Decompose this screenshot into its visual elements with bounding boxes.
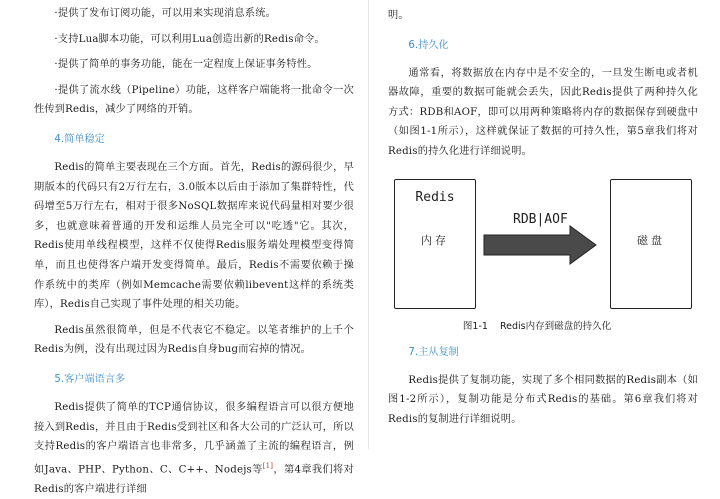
feature-item: ·提供了流水线（Pipeline）功能，这样客户端能将一批命令一次性传到Redis，减少了网络的开销。: [34, 84, 354, 116]
redis-label: Redis: [415, 189, 455, 205]
figure-persistence: [388, 179, 698, 317]
right-column: [388, 0, 698, 429]
section-heading: 7.主从复制: [408, 346, 459, 358]
paragraph: Redis虽然很简单，但是不代表它不稳定。以笔者维护的上千个Redis为例，没有出现过因为Redis自身bug而宕掉的情况。: [34, 324, 354, 356]
section-heading: 6.持久化: [408, 39, 449, 51]
caption-text: Redis内存到磁盘的持久化: [499, 320, 612, 332]
paragraph-text: Redis提供了简单的TCP通信协议，很多编程语言可以很方便地接入到Redis，并且由于Redis受到社区和各大公司的广泛认可，所以支持Redis的客户端语言也非常多，几乎涵盖了主流的编程语言，例如Java、PHP、Python、C、C++、Nodejs等: [34, 401, 354, 476]
figure-caption: [388, 319, 698, 335]
paragraph-tail: ，第4章我们将对Redis的客户端进行详细: [34, 464, 354, 495]
paragraph-continuation: 明。: [388, 10, 409, 21]
column-divider: [368, 0, 369, 449]
paragraph: Redis的简单主要表现在三个方面。首先，Redis的源码很少，早期版本的代码只有2万行左右，3.0版本以后由于添加了集群特性，代码增至5万行左右，相对于很多NoSQL数据库来说代码量相对要少很多，也就意味着普通的开发和运维人员完全可以"吃透"它。其次，Redis使用单线程模型，这样不仅使得Redis服务端处理模型变得简单，而且也使得客户端开发变得简单。最后，Redis不需要依赖于操作系统中的类库（例如Memcache需要依赖libevent这样的系统类库），Redis自己实现了事件处理的相关功能。: [34, 161, 354, 311]
paragraph: 通常看，将数据放在内存中是不安全的，一旦发生断电或者机器故障，重要的数据可能就会丢失，因此Redis提供了两种持久化方式：RDB和AOF，即可以用两种策略将内存的数据保存到硬盘中（如图1-1所示），这样就保证了数据的可持久性，第5章我们将对Redis的持久化进行详细说明。: [388, 67, 698, 157]
footnote-ref[interactable]: [1]: [262, 461, 274, 470]
arrow-label: RDB|AOF: [513, 211, 568, 227]
feature-item: ·支持Lua脚本功能，可以利用Lua创造出新的Redis命令。: [54, 33, 325, 45]
left-column: [34, 0, 354, 499]
paragraph: [34, 398, 354, 499]
caption-number: 图1-1: [462, 320, 488, 332]
disk-box: [610, 179, 692, 309]
section-heading: 4.简单稳定: [54, 133, 105, 145]
paragraph: Redis提供了复制功能，实现了多个相同数据的Redis副本（如图1-2所示），复制功能是分布式Redis的基础。第6章我们将对Redis的复制进行详细说明。: [388, 374, 698, 425]
feature-item: ·提供了简单的事务功能，能在一定程度上保证事务特性。: [54, 59, 318, 71]
memory-label: 内存: [421, 233, 449, 247]
memory-box: [394, 179, 476, 309]
disk-label: 磁盘: [637, 233, 665, 247]
feature-item: ·提供了发布订阅功能，可以用来实现消息系统。: [54, 8, 276, 19]
arrow-right-icon: [478, 225, 602, 265]
section-heading: 5.客户端语言多: [54, 373, 126, 385]
